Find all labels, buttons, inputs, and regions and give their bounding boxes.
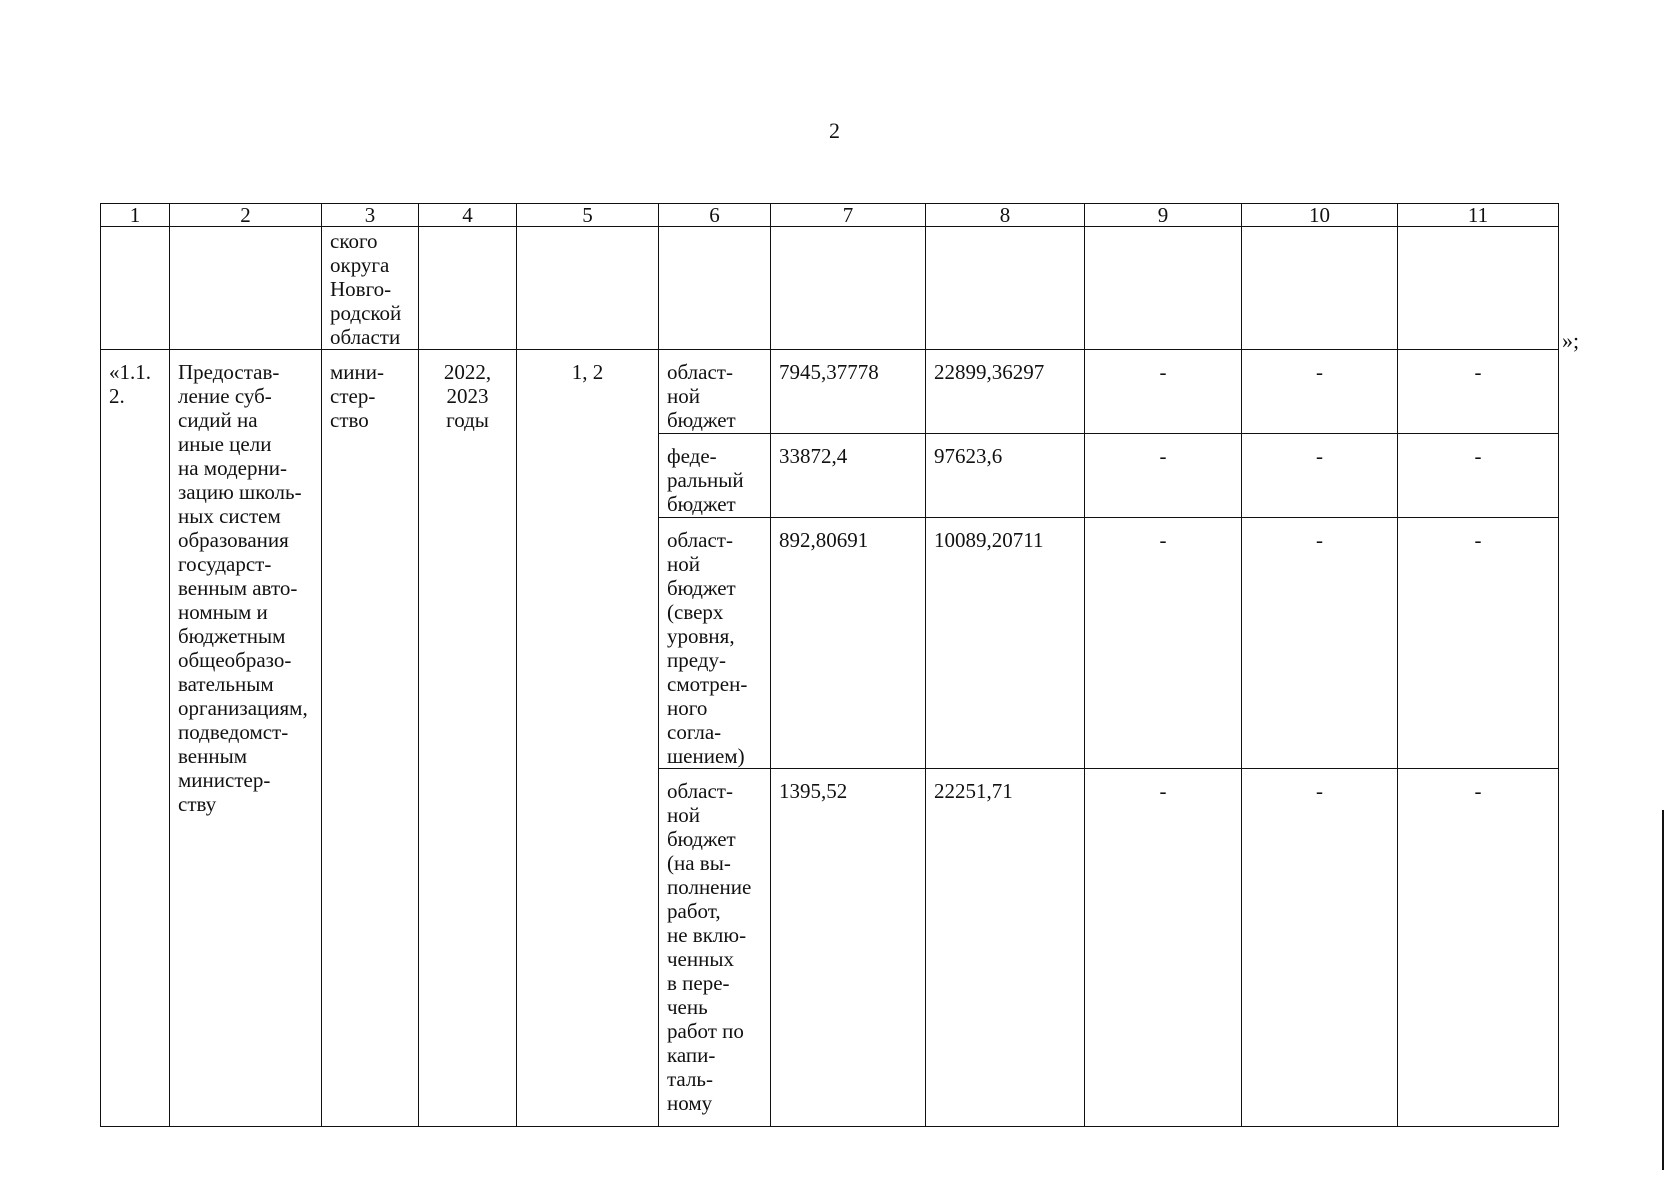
item-name: Предостав- ление суб- сидий на иные цели на модерни- зацию школь- ных систем образования государст- венным авто- номным и бюджетным общеобразо- вательным организациям, подведомст- венным министер- ству — [170, 350, 322, 1127]
table-cell — [659, 227, 771, 350]
amount-col10: - — [1242, 350, 1398, 434]
continuation-row — [101, 227, 1559, 350]
amount-col10: - — [1242, 434, 1398, 518]
amount-2022: 892,80691 — [771, 518, 926, 769]
table-cell — [1398, 227, 1559, 350]
amount-2022: 7945,37778 — [771, 350, 926, 434]
column-number: 5 — [517, 204, 659, 227]
table-cell — [926, 227, 1085, 350]
closing-quote-mark: »; — [1562, 328, 1580, 353]
table-row — [101, 350, 1559, 434]
amount-2023: 97623,6 — [926, 434, 1085, 518]
scan-edge-line — [1662, 810, 1664, 1170]
amount-col10: - — [1242, 769, 1398, 1127]
budget-table — [100, 203, 1559, 1127]
item-executor: мини- стер- ство — [322, 350, 419, 1127]
column-number: 6 — [659, 204, 771, 227]
amount-col9: - — [1085, 518, 1242, 769]
amount-2022: 33872,4 — [771, 434, 926, 518]
table-cell — [517, 227, 659, 350]
amount-col10: - — [1242, 518, 1398, 769]
table-cell — [170, 227, 322, 350]
amount-col9: - — [1085, 434, 1242, 518]
amount-2022: 1395,52 — [771, 769, 926, 1127]
column-number: 9 — [1085, 204, 1242, 227]
table-cell — [1085, 227, 1242, 350]
item-period: 2022, 2023 годы — [419, 350, 517, 1127]
amount-2023: 10089,20711 — [926, 518, 1085, 769]
column-number: 8 — [926, 204, 1085, 227]
column-number: 2 — [170, 204, 322, 227]
amount-col11: - — [1398, 769, 1559, 1127]
column-number: 7 — [771, 204, 926, 227]
item-targets: 1, 2 — [517, 350, 659, 1127]
column-number-row — [101, 204, 1559, 227]
column-number: 10 — [1242, 204, 1398, 227]
column-number: 1 — [101, 204, 170, 227]
amount-col11: - — [1398, 350, 1559, 434]
table-cell — [101, 227, 170, 350]
column-number: 3 — [322, 204, 419, 227]
item-number: «1.1.2. — [101, 350, 170, 1127]
column-number: 11 — [1398, 204, 1559, 227]
table-cell — [1242, 227, 1398, 350]
amount-2023: 22899,36297 — [926, 350, 1085, 434]
amount-col9: - — [1085, 350, 1242, 434]
funding-source: област- ной бюджет (сверх уровня, преду- смотрен- ного согла- шением) — [659, 518, 771, 769]
table-cell — [419, 227, 517, 350]
amount-col9: - — [1085, 769, 1242, 1127]
funding-source: област- ной бюджет — [659, 350, 771, 434]
amount-col11: - — [1398, 518, 1559, 769]
column-number: 4 — [419, 204, 517, 227]
funding-source: феде- ральный бюджет — [659, 434, 771, 518]
executor-continuation: ского округа Новго- родской области — [322, 227, 419, 350]
page-number: 2 — [829, 118, 840, 143]
amount-col11: - — [1398, 434, 1559, 518]
amount-2023: 22251,71 — [926, 769, 1085, 1127]
funding-source: област- ной бюджет (на вы- полнение работ, не вклю- ченных в пере- чень работ по капи- таль- ному — [659, 769, 771, 1127]
table-cell — [771, 227, 926, 350]
